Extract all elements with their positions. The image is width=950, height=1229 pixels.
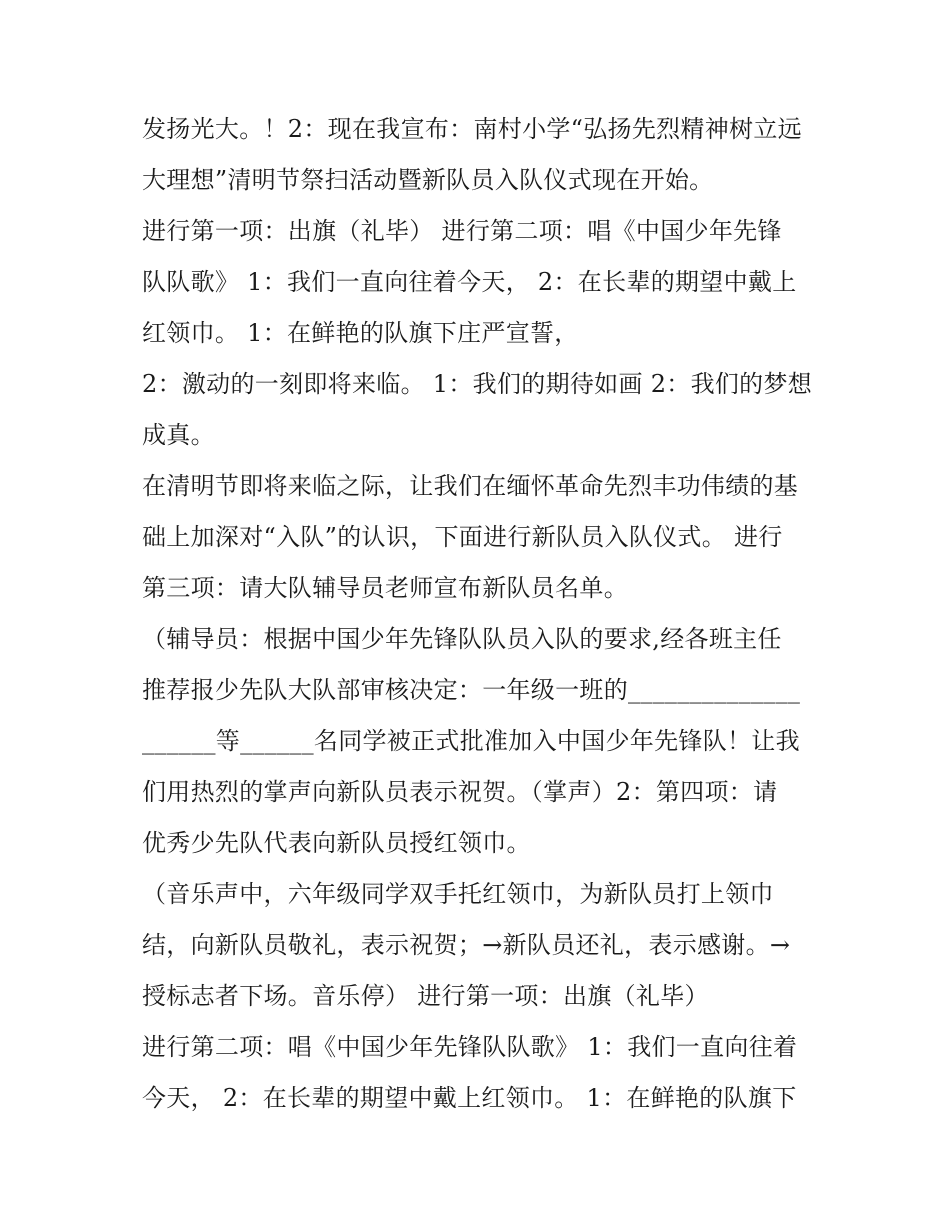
- text-line: 大理想”清明节祭扫活动暨新队员入队仪式现在开始。: [142, 166, 714, 194]
- text-line: 进行第一项：出旗（礼毕） 进行第二项：唱《中国少年先锋: [142, 217, 782, 245]
- text-line: 进行第二项：唱《中国少年先锋队队歌》 1：我们一直向往着: [142, 1033, 798, 1061]
- text-line: （音乐声中，六年级同学双手托红领巾，为新队员打上领巾: [142, 880, 774, 908]
- text-line: 第三项：请大队辅导员老师宣布新队员名单。: [142, 574, 628, 602]
- text-line: 成真。: [142, 421, 215, 449]
- text-line: 今天， 2：在长辈的期望中戴上红领巾。 1：在鲜艳的队旗下: [142, 1084, 797, 1112]
- text-line: 推荐报少先队大队部审核决定：一年级一班的______________: [142, 676, 801, 704]
- text-line: 们用热烈的掌声向新队员表示祝贺。（掌声）2：第四项：请: [142, 778, 778, 806]
- text-line: 授标志者下场。音乐停） 进行第一项：出旗（礼毕）: [142, 982, 709, 1010]
- text-line: 结，向新队员敬礼，表示祝贺；→新队员还礼，表示感谢。→: [142, 931, 791, 959]
- document-body: [142, 104, 822, 1124]
- text-line: ______等______名同学被正式批准加入中国少年先锋队！让我: [142, 727, 800, 755]
- text-line: 在清明节即将来临之际，让我们在缅怀革命先烈丰功伟绩的基: [142, 472, 799, 500]
- text-line: （辅导员：根据中国少年先锋队队员入队的要求,经各班主任: [142, 625, 782, 653]
- text-line: 2：激动的一刻即将来临。 1：我们的期待如画 2：我们的梦想: [142, 370, 813, 398]
- text-line: 红领巾。 1：在鲜艳的队旗下庄严宣誓，: [142, 319, 579, 347]
- text-line: 础上加深对“入队”的认识，下面进行新队员入队仪式。 进行: [142, 523, 783, 551]
- text-line: 优秀少先队代表向新队员授红领巾。: [142, 829, 531, 857]
- text-line: 队队歌》 1：我们一直向往着今天， 2：在长辈的期望中戴上: [142, 268, 797, 296]
- text-line: 发扬光大。！2：现在我宣布：南村小学“弘扬先烈精神树立远: [142, 115, 802, 143]
